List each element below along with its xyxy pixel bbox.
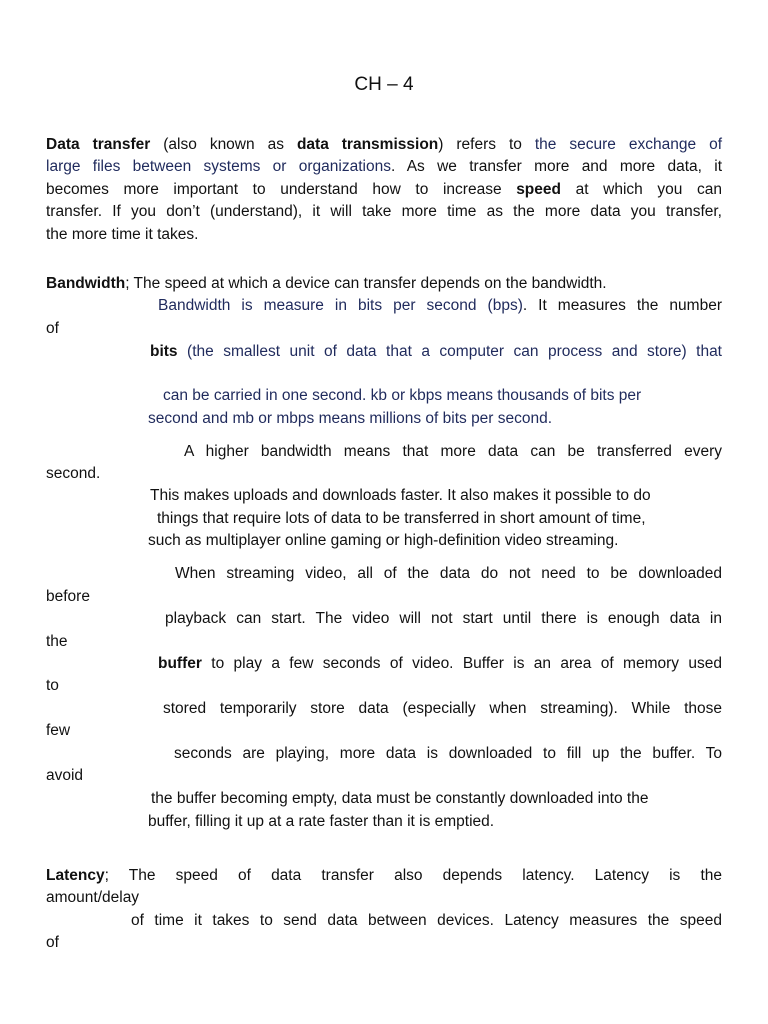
paragraph-line: the buffer becoming empty, data must be constantly downloaded into the <box>151 790 649 807</box>
section-heading-latency: Latency <box>46 867 105 884</box>
paragraph-line: the more time it takes. <box>46 226 199 243</box>
term-bold: speed <box>516 181 561 198</box>
paragraph-line: the <box>46 633 68 650</box>
paragraph-line: When streaming video, all of the data do not need to be downloaded <box>175 565 722 582</box>
paragraph-line: playback can start. The video will not start until there is enough data in <box>165 610 722 627</box>
text-span: ) refers to <box>438 136 535 153</box>
paragraph-line: of <box>46 934 59 951</box>
text-span: ; The speed of data transfer also depends latency. Latency is the <box>104 867 722 884</box>
text-span: . It measures the number <box>522 297 722 314</box>
term-bold: data transmission <box>296 136 439 153</box>
paragraph-line <box>46 180 722 200</box>
text-span: at which you can <box>561 181 722 198</box>
paragraph-line: seconds are playing, more data is downloaded to fill up the buffer. To <box>174 745 722 762</box>
term-bold: Data transfer <box>46 136 151 153</box>
paragraph-line <box>158 296 722 316</box>
term-bold: bits <box>150 343 178 360</box>
paragraph-line: stored temporarily store data (especially when streaming). While those <box>163 700 722 717</box>
highlight-text: (the smallest unit of data that a computer can process and store) that <box>177 343 722 360</box>
text-span: . As we transfer more and more data, it <box>390 158 722 175</box>
paragraph-line <box>158 654 722 674</box>
text-span: to play a few seconds of video. Buffer is an area of memory used <box>201 655 722 672</box>
paragraph-line: second. <box>46 465 101 482</box>
text-span: becomes more important to understand how to increase <box>46 181 517 198</box>
page-title: CH – 4 <box>354 74 414 95</box>
paragraph-line <box>150 342 722 362</box>
highlight-text: Bandwidth is measure in bits per second (bps) <box>158 297 523 314</box>
paragraph-line: before <box>46 588 90 605</box>
paragraph-line: amount/delay <box>46 889 140 906</box>
paragraph-line: of time it takes to send data between devices. Latency measures the speed <box>131 912 722 929</box>
text-span: (also known as <box>150 136 297 153</box>
paragraph-line <box>46 866 722 886</box>
paragraph-line: can be carried in one second. kb or kbps means thousands of bits per <box>163 387 642 404</box>
highlight-text: large files between systems or organizations <box>46 158 391 175</box>
text-span: ; The speed at which a device can transfer depends on the bandwidth. <box>125 275 607 292</box>
paragraph-line: avoid <box>46 767 84 784</box>
paragraph-line: things that require lots of data to be transferred in short amount of time, <box>157 510 646 527</box>
section-heading-bandwidth: Bandwidth <box>46 275 126 292</box>
paragraph-line: few <box>46 722 71 739</box>
paragraph-line: such as multiplayer online gaming or high-definition video streaming. <box>148 532 619 549</box>
paragraph-line: transfer. If you don’t (understand), it will take more time as the more data you transfer, <box>46 203 722 220</box>
highlight-text: the secure exchange of <box>534 136 722 153</box>
paragraph-line <box>46 274 607 294</box>
paragraph-line: to <box>46 677 59 694</box>
paragraph-line: second and mb or mbps means millions of bits per second. <box>148 410 553 427</box>
paragraph-line: A higher bandwidth means that more data can be transferred every <box>184 443 722 460</box>
paragraph-line: of <box>46 320 59 337</box>
paragraph-line: This makes uploads and downloads faster. It also makes it possible to do <box>150 487 651 504</box>
paragraph-line <box>46 157 722 177</box>
term-bold: buffer <box>158 655 202 672</box>
paragraph-line <box>46 135 722 155</box>
paragraph-line: buffer, filling it up at a rate faster than it is emptied. <box>148 813 495 830</box>
